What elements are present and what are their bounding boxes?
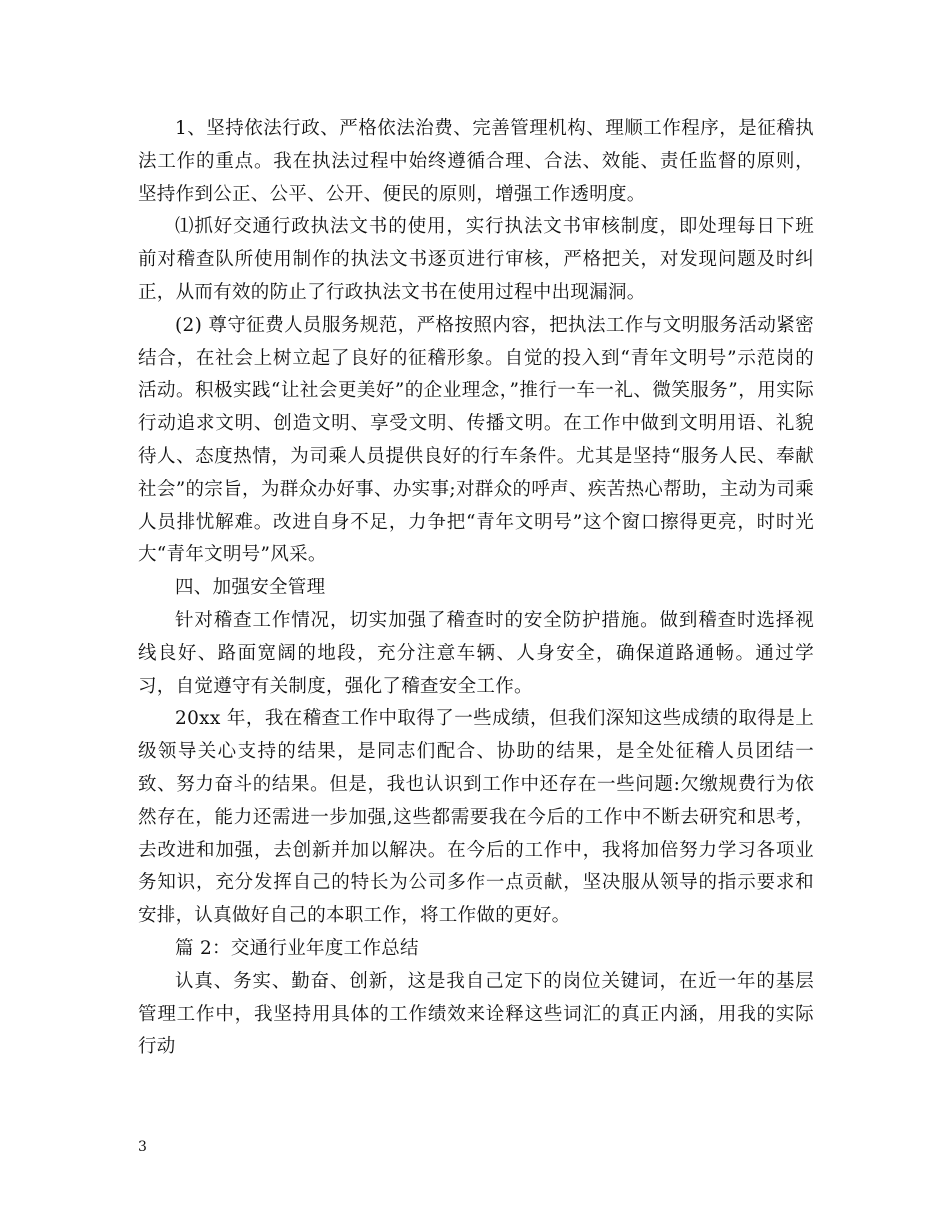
section-heading-article-2: 篇 2：交通行业年度工作总结: [175, 937, 419, 959]
paragraph-annual-summary: 20xx 年，我在稽查工作中取得了一些成绩，但我们深知这些成绩的取得是上级领导关心支持的结果，是同志们配合、协助的结果，是全处征稽人员团结一致、努力奋斗的结果。但是，我也认识到工作中还存在一些问题:欠缴规费行为依然存在，能力还需进一步加强,这些都需要我在今后的工作中不断去研究和思考，去改进和加强，去创新并加以解决。在今后的工作中，我将加倍努力学习各项业务知识，充分发挥自己的特长为公司多作一点贡献，坚决服从领导的指示要求和安排，认真做好自己的本职工作，将工作做的更好。: [138, 708, 814, 927]
page-number: 3: [138, 1139, 147, 1155]
paragraph-safety-measures: 针对稽查工作情况，切实加强了稽查时的安全防护措施。做到稽查时选择视线良好、路面宽阔的地段，充分注意车辆、人身安全，确保道路通畅。通过学习，自觉遵守有关制度，强化了稽查安全工作。: [138, 609, 814, 697]
paragraph-service-standards: (2) 尊守征费人员服务规范，严格按照内容，把执法工作与文明服务活动紧密结合，在社会上树立起了良好的征稽形象。自觉的投入到“青年文明号”示范岗的活动。积极实践“让社会更美好”的企业理念，”推行一车一礼、微笑服务”，用实际行动追求文明、创造文明、享受文明、传播文明。在工作中做到文明用语、礼貌待人、态度热情，为司乘人员提供良好的行车条件。尤其是坚持“服务人民、奉献社会”的宗旨，为群众办好事、办实事;对群众的呼声、疾苦热心帮助，主动为司乘人员排忧解难。改进自身不足，力争把“青年文明号”这个窗口擦得更亮，时时光大“青年文明号”风采。: [138, 314, 814, 566]
paragraph-law-enforcement: 1、坚持依法行政、严格依法治费、完善管理机构、理顺工作程序，是征稽执法工作的重点。我在执法过程中始终遵循合理、合法、效能、责任监督的原则，坚持作到公正、公平、公开、便民的原则，增强工作透明度。: [138, 118, 814, 205]
section-heading-safety: 四、加强安全管理: [175, 577, 326, 599]
paragraph-document-review: ⑴抓好交通行政执法文书的使用，实行执法文书审核制度，即处理每日下班前对稽查队所使用制作的执法文书逐页进行审核，严格把关，对发现问题及时纠正，从而有效的防止了行政执法文书在使用过程中出现漏洞。: [138, 216, 814, 303]
document-body: [138, 113, 814, 1064]
paragraph-keywords: 认真、务实、勤奋、创新，这是我自己定下的岗位关键词，在近一年的基层管理工作中，我坚持用具体的工作绩效来诠释这些词汇的真正内涵，用我的实际行动: [138, 970, 814, 1058]
